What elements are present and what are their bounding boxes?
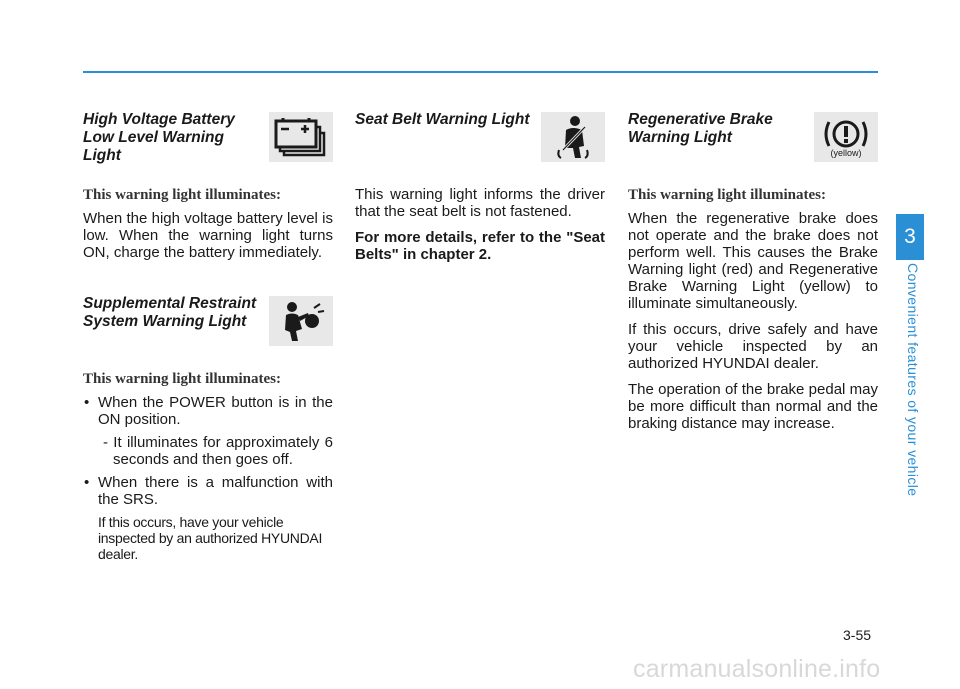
column-right [628, 110, 878, 441]
srs-bullet-list [83, 394, 333, 562]
srs-bullet-malfunction: • When there is a malfunction with the SRS. [83, 474, 333, 508]
column-left [83, 110, 333, 568]
hv-battery-body: When the high voltage battery level is low. When the warning light turns ON, charge the battery immediately. [83, 210, 333, 261]
srs-bullet-power-on: • When the POWER button is in the ON position. [83, 394, 333, 428]
hv-battery-title: High Voltage Battery Low Level Warning Light [83, 111, 235, 164]
page-number: 3-55 [843, 627, 872, 643]
hv-battery-subheading: This warning light illuminates: [83, 187, 281, 203]
header-rule [83, 71, 878, 73]
seat-belt-reference: For more details, refer to the "Seat Belts" in chapter 2. [355, 229, 605, 263]
regen-brake-title: Regenerative Brake Warning Light [628, 111, 773, 146]
column-middle [355, 110, 605, 272]
chapter-side-title: Convenient features of your vehicle [905, 263, 921, 497]
airbag-icon [269, 296, 333, 346]
regen-brake-body-1: When the regenerative brake does not operate and the brake does not perform well. This causes the Brake Warning light (red) and Regenerative Brake Warning Light (yellow) to illuminate simultaneously. [628, 210, 878, 312]
regen-brake-heading-row [628, 110, 878, 164]
icon-caption-yellow: (yellow) [830, 147, 862, 158]
srs-heading-row [83, 294, 333, 348]
srs-subheading: This warning light illuminates: [83, 371, 281, 387]
seat-belt-body: This warning light informs the driver that the seat belt is not fastened. [355, 186, 605, 220]
regen-brake-body-3: The operation of the brake pedal may be more difficult than normal and the braking distance may increase. [628, 381, 878, 432]
regen-brake-body-2: If this occurs, drive safely and have your vehicle inspected by an authorized HYUNDAI dealer. [628, 321, 878, 372]
hv-battery-heading-row [83, 110, 333, 164]
watermark: carmanualsonline.info [633, 655, 881, 683]
battery-icon [269, 112, 333, 162]
seat-belt-title: Seat Belt Warning Light [355, 111, 530, 128]
regen-brake-subheading: This warning light illuminates: [628, 187, 826, 203]
srs-title: Supplemental Restraint System Warning Light [83, 295, 257, 330]
seat-belt-icon [541, 112, 605, 162]
chapter-number-tab: 3 [896, 214, 924, 260]
seat-belt-heading-row [355, 110, 605, 164]
brake-warning-icon [814, 112, 878, 162]
srs-malfunction-note: If this occurs, have your vehicle inspected by an authorized HYUNDAI dealer. [98, 514, 323, 562]
srs-sub-item: - It illuminates for approximately 6 seconds and then goes off. [103, 434, 333, 468]
